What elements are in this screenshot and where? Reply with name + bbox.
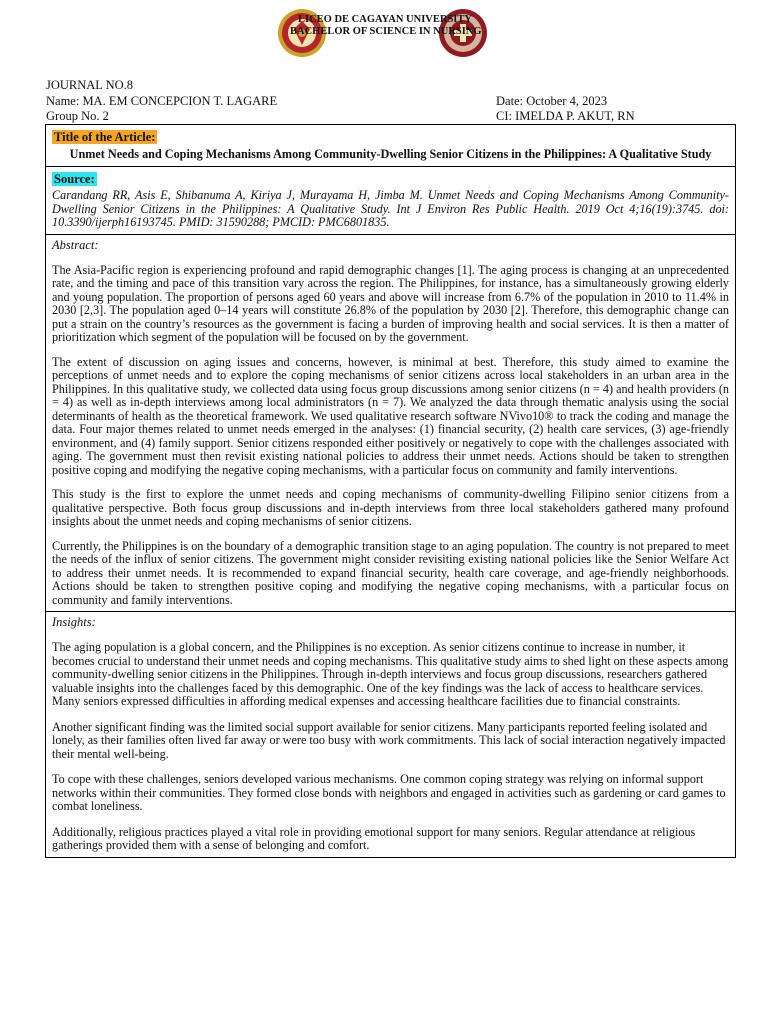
abstract-paragraph: The Asia-Pacific region is experiencing profound and rapid demographic changes [1]. The aging process is changing at an unprecedented rate, and the timing and pace of this transition vary across the region. The Philippines, for instance, has a simultaneously growing elderly and young population. The proportion of persons aged 60 years and above will increase from 6.7% of the population in 2010 to 11.4% in 2030 [2,3]. The population aged 0–14 years will constitute 26.8% of the population by 2030 [2]. Therefore, this demographic change can put a strain on the country’s resources as the government is facing a burden of improving health and social services. It is then a matter of prioritization which segment of the population will be focused on by the government.: [52, 262, 729, 344]
journal-table: [45, 124, 736, 858]
abstract-paragraph: This study is the first to explore the unmet needs and coping mechanisms of community-dwelling Filipino senior citizens from a qualitative perspective. Both focus group discussions and in-depth interviews from three local stakeholders gathered many profound insights about the unmet needs and coping mechanisms of senior citizens.: [52, 487, 729, 528]
journal-meta: [46, 78, 726, 125]
source-citation: Carandang RR, Asis E, Shibanuma A, Kiriya J, Murayama H, Jimba M. Unmet Needs and Coping Mechanisms Among Community-Dwelling Senior Citizens in the Philippines: A Qualitative Study. Int J Environ Res Public Health. 2019 Oct 4;16(19):3745. doi: 10.3390/ijerph16193745. PMID: 31590288; PMCID: PMC6801835.: [52, 188, 729, 229]
institution-name: [290, 14, 480, 38]
title-section: [46, 125, 735, 167]
insights-label: Insights:: [52, 615, 96, 629]
journal-number: JOURNAL NO.8: [46, 78, 134, 92]
abstract-paragraph: The extent of discussion on aging issues and concerns, however, is minimal at best. Therefore, this study aimed to examine the perceptions of unmet needs and to explore the coping mechanisms of senior citizens across local stakeholders in an urban area in the Philippines. In this qualitative study, we collected data using focus group discussions among senior citizens (n = 4) and health providers (n = 4) as well as in-depth interviews among local administrators (n = 7). We analyzed the data through thematic analysis using the social determinants of health as the theoretical framework. We used qualitative research software NVivo10® to track the coding and manage the data. Four major themes related to unmet needs emerged in the analyses: (1) financial security, (2) health care services, (3) age-friendly environment, and (4) family support. Senior citizens responded either positively or negatively to cope with the challenges associated with aging. The government must then revisit existing national policies to address their unmet needs. Actions should be taken to strengthen positive coping and modifying the negative coping mechanisms, with a particular focus on community and family interventions.: [52, 354, 729, 477]
insights-paragraph: Additionally, religious practices played a vital role in providing emotional support for many seniors. Regular attendance at religious gatherings provided them with a sense of belonging and comfort.: [52, 824, 696, 852]
document-header: [0, 8, 768, 62]
student-name: Name: MA. EM CONCEPCION T. LAGARE: [46, 93, 278, 108]
abstract-paragraph: Currently, the Philippines is on the boundary of a demographic transition stage to an aging population. The country is not prepared to meet the needs of the influx of senior citizens. The government might consider revisiting existing national policies like the Senior Welfare Act to address their unmet needs. It is recommended to expand financial security, health care coverage, and age-friendly neighborhoods. Actions should be taken to strengthen positive coping and modifying the negative coping mechanisms, with a particular focus on community and family interventions.: [52, 538, 729, 607]
institution-line-2: BACHELOR OF SCIENCE IN NURSING: [290, 26, 482, 37]
abstract-section: [46, 235, 735, 613]
abstract-label: Abstract:: [52, 237, 99, 252]
group-number: Group No. 2: [46, 109, 109, 123]
insights-paragraph: Another significant finding was the limited social support available for senior citizens. Many participants reported feeling isolated and lonely, as their families often lived far away or were too busy with work commitments. This lack of social interaction negatively impacted their mental well-being.: [52, 719, 726, 761]
source-section: [46, 167, 735, 235]
journal-date: Date: October 4, 2023: [496, 93, 608, 108]
source-label: Source:: [54, 172, 95, 186]
insights-paragraph: To cope with these challenges, seniors developed various mechanisms. One common coping strategy was relying on informal support networks within their communities. They formed close bonds with neighbors and engaged in activities such as gardening or card games to combat loneliness.: [52, 772, 726, 813]
insights-section: [46, 612, 735, 857]
clinical-instructor: CI: IMELDA P. AKUT, RN: [496, 109, 635, 123]
insights-paragraph: The aging population is a global concern, and the Philippines is no exception. As senior citizens continue to increase in number, it becomes crucial to understand their unmet needs and coping mechanisms. This qualitative study aims to shed light on these aspects among community-dwelling senior citizens in the Philippines. Through in-depth interviews and focus group discussions, researchers gathered valuable insights into the challenges faced by this demographic. One of the key findings was the lack of access to healthcare services. Many seniors expressed difficulties in affording medical expenses and accessing healthcare facilities due to financial constraints.: [52, 640, 729, 708]
title-label: Title of the Article:: [54, 130, 156, 144]
article-title: Unmet Needs and Coping Mechanisms Among Community-Dwelling Senior Citizens in the Philippines: A Qualitative Study: [69, 147, 712, 161]
institution-line-1: LICEO DE CAGAYAN UNIVERSITY: [298, 14, 472, 25]
